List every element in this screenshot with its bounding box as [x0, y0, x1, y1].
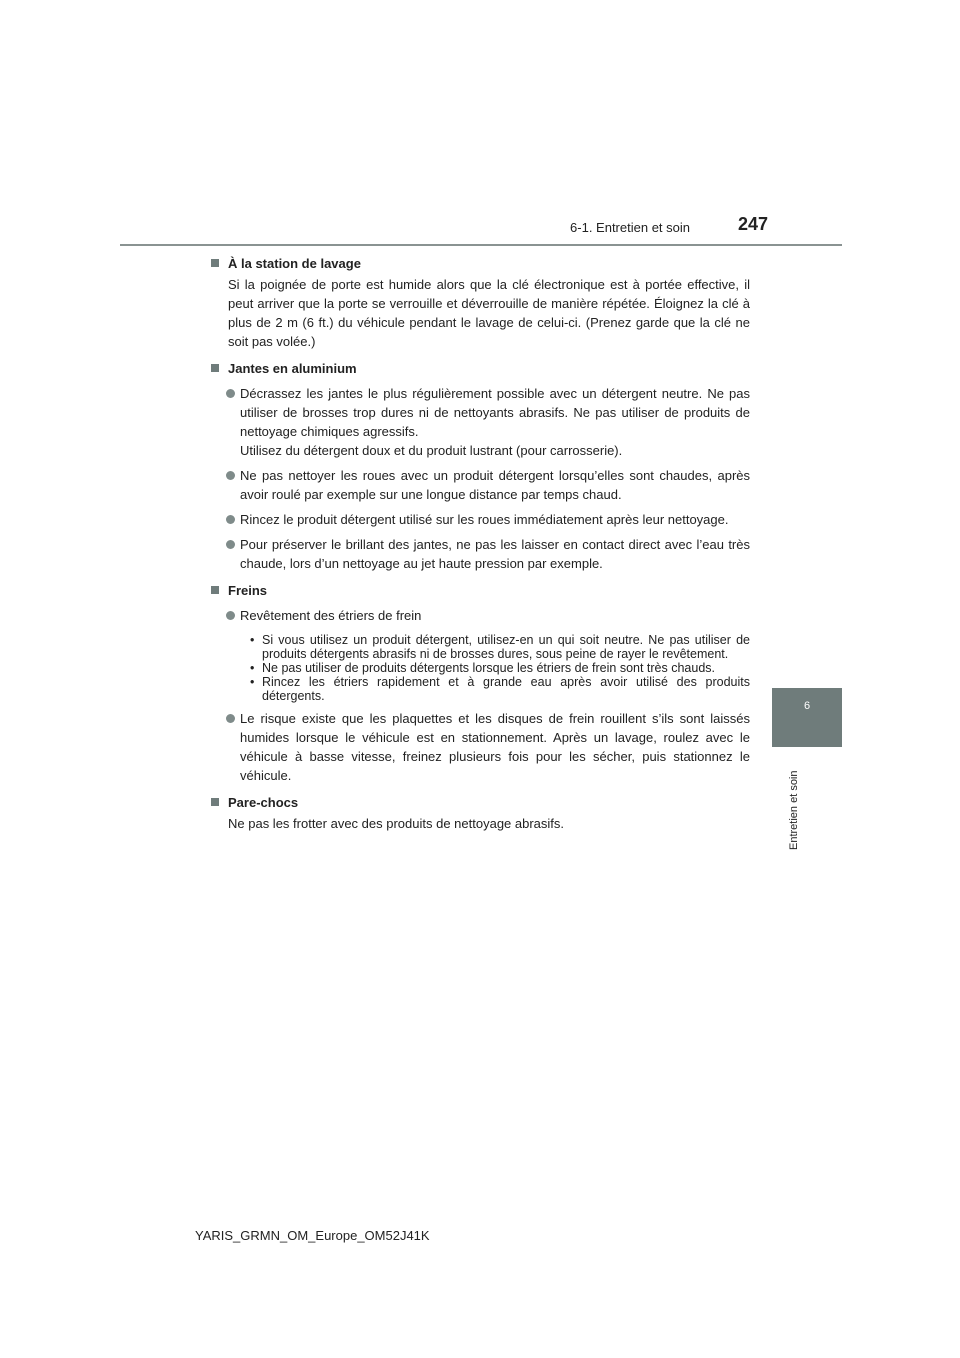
square-bullet-icon [211, 364, 219, 372]
round-bullet-icon [226, 611, 235, 620]
round-bullet-icon [226, 540, 235, 549]
chapter-tab [772, 688, 842, 747]
round-bullet-icon [226, 389, 235, 398]
sub-list-item: • Rincez les étriers rapidement et à grande eau après avoir utilisé des produits détergents. [250, 675, 750, 703]
section-brakes [210, 581, 750, 785]
list-item: Pour préserver le brillant des jantes, ne pas les laisser en contact direct avec l’eau très chaude, lors d’un nettoyage au jet haute pression par exemple. [228, 535, 750, 573]
small-bullet-icon: • [250, 661, 255, 675]
section-heading: Pare-chocs [210, 793, 750, 812]
document-code: YARIS_GRMN_OM_Europe_OM52J41K [195, 1228, 430, 1243]
round-bullet-icon [226, 471, 235, 480]
list-item: Rincez le produit détergent utilisé sur les roues immédiatement après leur nettoyage. [228, 510, 750, 529]
page-content [210, 254, 750, 841]
section-car-wash [210, 254, 750, 351]
section-text: Si la poignée de porte est humide alors que la clé électronique est à portée effective, il peut arriver que la porte se verrouille et déverrouille de manière répétée. Éloignez la clé à plus de 2 m (6 ft.) du véhicule pendant le lavage de celui-ci. (Prenez garde que la clé ne soit pas volée.) [228, 277, 750, 349]
round-bullet-icon [226, 714, 235, 723]
list-item: Revêtement des étriers de frein [228, 606, 750, 625]
section-heading: Jantes en aluminium [210, 359, 750, 378]
square-bullet-icon [211, 259, 219, 267]
chapter-label-vertical [788, 758, 802, 852]
section-aluminium-wheels [210, 359, 750, 573]
round-bullet-icon [226, 515, 235, 524]
small-bullet-icon: • [250, 675, 255, 689]
square-bullet-icon [211, 586, 219, 594]
list-item: Le risque existe que les plaquettes et les disques de frein rouillent s’ils sont laissés humides lorsque le véhicule est en stationnement. Après un lavage, roulez avec le véhicule à basse vitesse, freinez plusieurs fois pour les sécher, puis stationnez le véhicule. [228, 709, 750, 785]
sub-list-item: • Si vous utilisez un produit détergent, utilisez-en un qui soit neutre. Ne pas utiliser de produits détergents abrasifs ni de brosses dures, sous peine de rayer le revêtement. [250, 633, 750, 661]
header-divider [120, 244, 842, 246]
section-heading: Freins [210, 581, 750, 600]
section-title: 6-1. Entretien et soin [570, 220, 690, 235]
list-item: Décrassez les jantes le plus régulièrement possible avec un détergent neutre. Ne pas utiliser de brosses trop dures ni de nettoyants abrasifs. Ne pas utiliser de produits de nettoyage chimiques agressifs. Utilisez du détergent doux et du produit lustrant (pour carrosserie). [228, 384, 750, 460]
small-bullet-icon: • [250, 633, 255, 647]
square-bullet-icon [211, 798, 219, 806]
chapter-number: 6 [803, 700, 811, 712]
section-heading: À la station de lavage [210, 254, 750, 273]
section-bumpers [210, 793, 750, 833]
section-text: Ne pas les frotter avec des produits de nettoyage abrasifs. [228, 816, 565, 831]
page-number: 247 [738, 214, 769, 234]
list-item: Ne pas nettoyer les roues avec un produit détergent lorsqu’elles sont chaudes, après avoir roulé par exemple sur une longue distance par temps chaud. [228, 466, 750, 504]
sub-list-item: • Ne pas utiliser de produits détergents lorsque les étriers de frein sont très chauds. [250, 661, 716, 675]
sub-list [210, 633, 750, 703]
chapter-label: Entretien et soin [788, 770, 800, 850]
